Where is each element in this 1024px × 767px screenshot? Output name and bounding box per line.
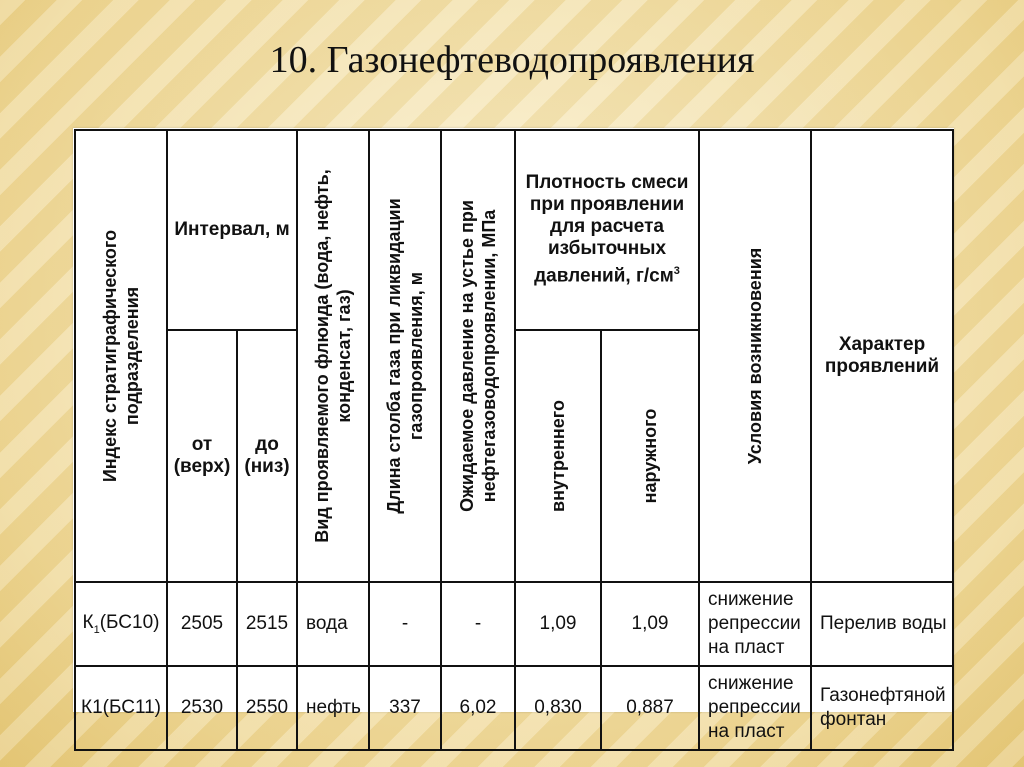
cell-conditions: снижение репрессии на пласт — [699, 582, 811, 666]
cell-to: 2550 — [237, 666, 297, 750]
cell-index: К1(БС11) — [75, 666, 167, 750]
table-row — [75, 582, 953, 666]
table-row — [75, 666, 953, 750]
header-character: Характер проявлений — [811, 130, 953, 582]
cell-gas-column: - — [369, 582, 441, 666]
header-index: Индекс стратиграфического подразделения — [75, 130, 167, 582]
cell-to: 2515 — [237, 582, 297, 666]
header-outer: наружного — [601, 330, 699, 582]
header-expected-pressure: Ожидаемое давление на устье при нефтегазоводопроявлении, МПа — [441, 130, 515, 582]
cell-gas-column: 337 — [369, 666, 441, 750]
header-conditions: Условия возникновения — [699, 130, 811, 582]
slide-title: 10. Газонефтеводопроявления — [269, 39, 755, 81]
cell-conditions: снижение репрессии на пласт — [699, 666, 811, 750]
cell-fluid: вода — [297, 582, 369, 666]
cell-character: Газонефтяной фонтан — [811, 666, 953, 750]
header-to: до (низ) — [237, 330, 297, 582]
cell-pressure: - — [441, 582, 515, 666]
cell-inner: 1,09 — [515, 582, 601, 666]
cell-inner: 0,830 — [515, 666, 601, 750]
cell-index: $К_1(БС10)$ — [75, 582, 167, 666]
cell-outer: 0,887 — [601, 666, 699, 750]
header-inner: внутреннего — [515, 330, 601, 582]
manifestations-table — [74, 129, 954, 751]
cell-fluid: нефть — [297, 666, 369, 750]
cell-character: Перелив воды — [811, 582, 953, 666]
cell-outer: 1,09 — [601, 582, 699, 666]
header-interval: Интервал, м — [167, 130, 297, 330]
cell-pressure: 6,02 — [441, 666, 515, 750]
header-fluid: Вид проявляемого флюида (вода, нефть, конденсат, газ) — [297, 130, 369, 582]
header-gas-column: Длина столба газа при ликвидации газопроявления, м — [369, 130, 441, 582]
cell-from: 2505 — [167, 582, 237, 666]
cell-from: 2530 — [167, 666, 237, 750]
header-density: Плотность смеси при проявлении для расчета избыточных давлений, $г/см^3$ — [515, 130, 699, 330]
table-panel — [73, 128, 954, 742]
header-from: от (верх) — [167, 330, 237, 582]
